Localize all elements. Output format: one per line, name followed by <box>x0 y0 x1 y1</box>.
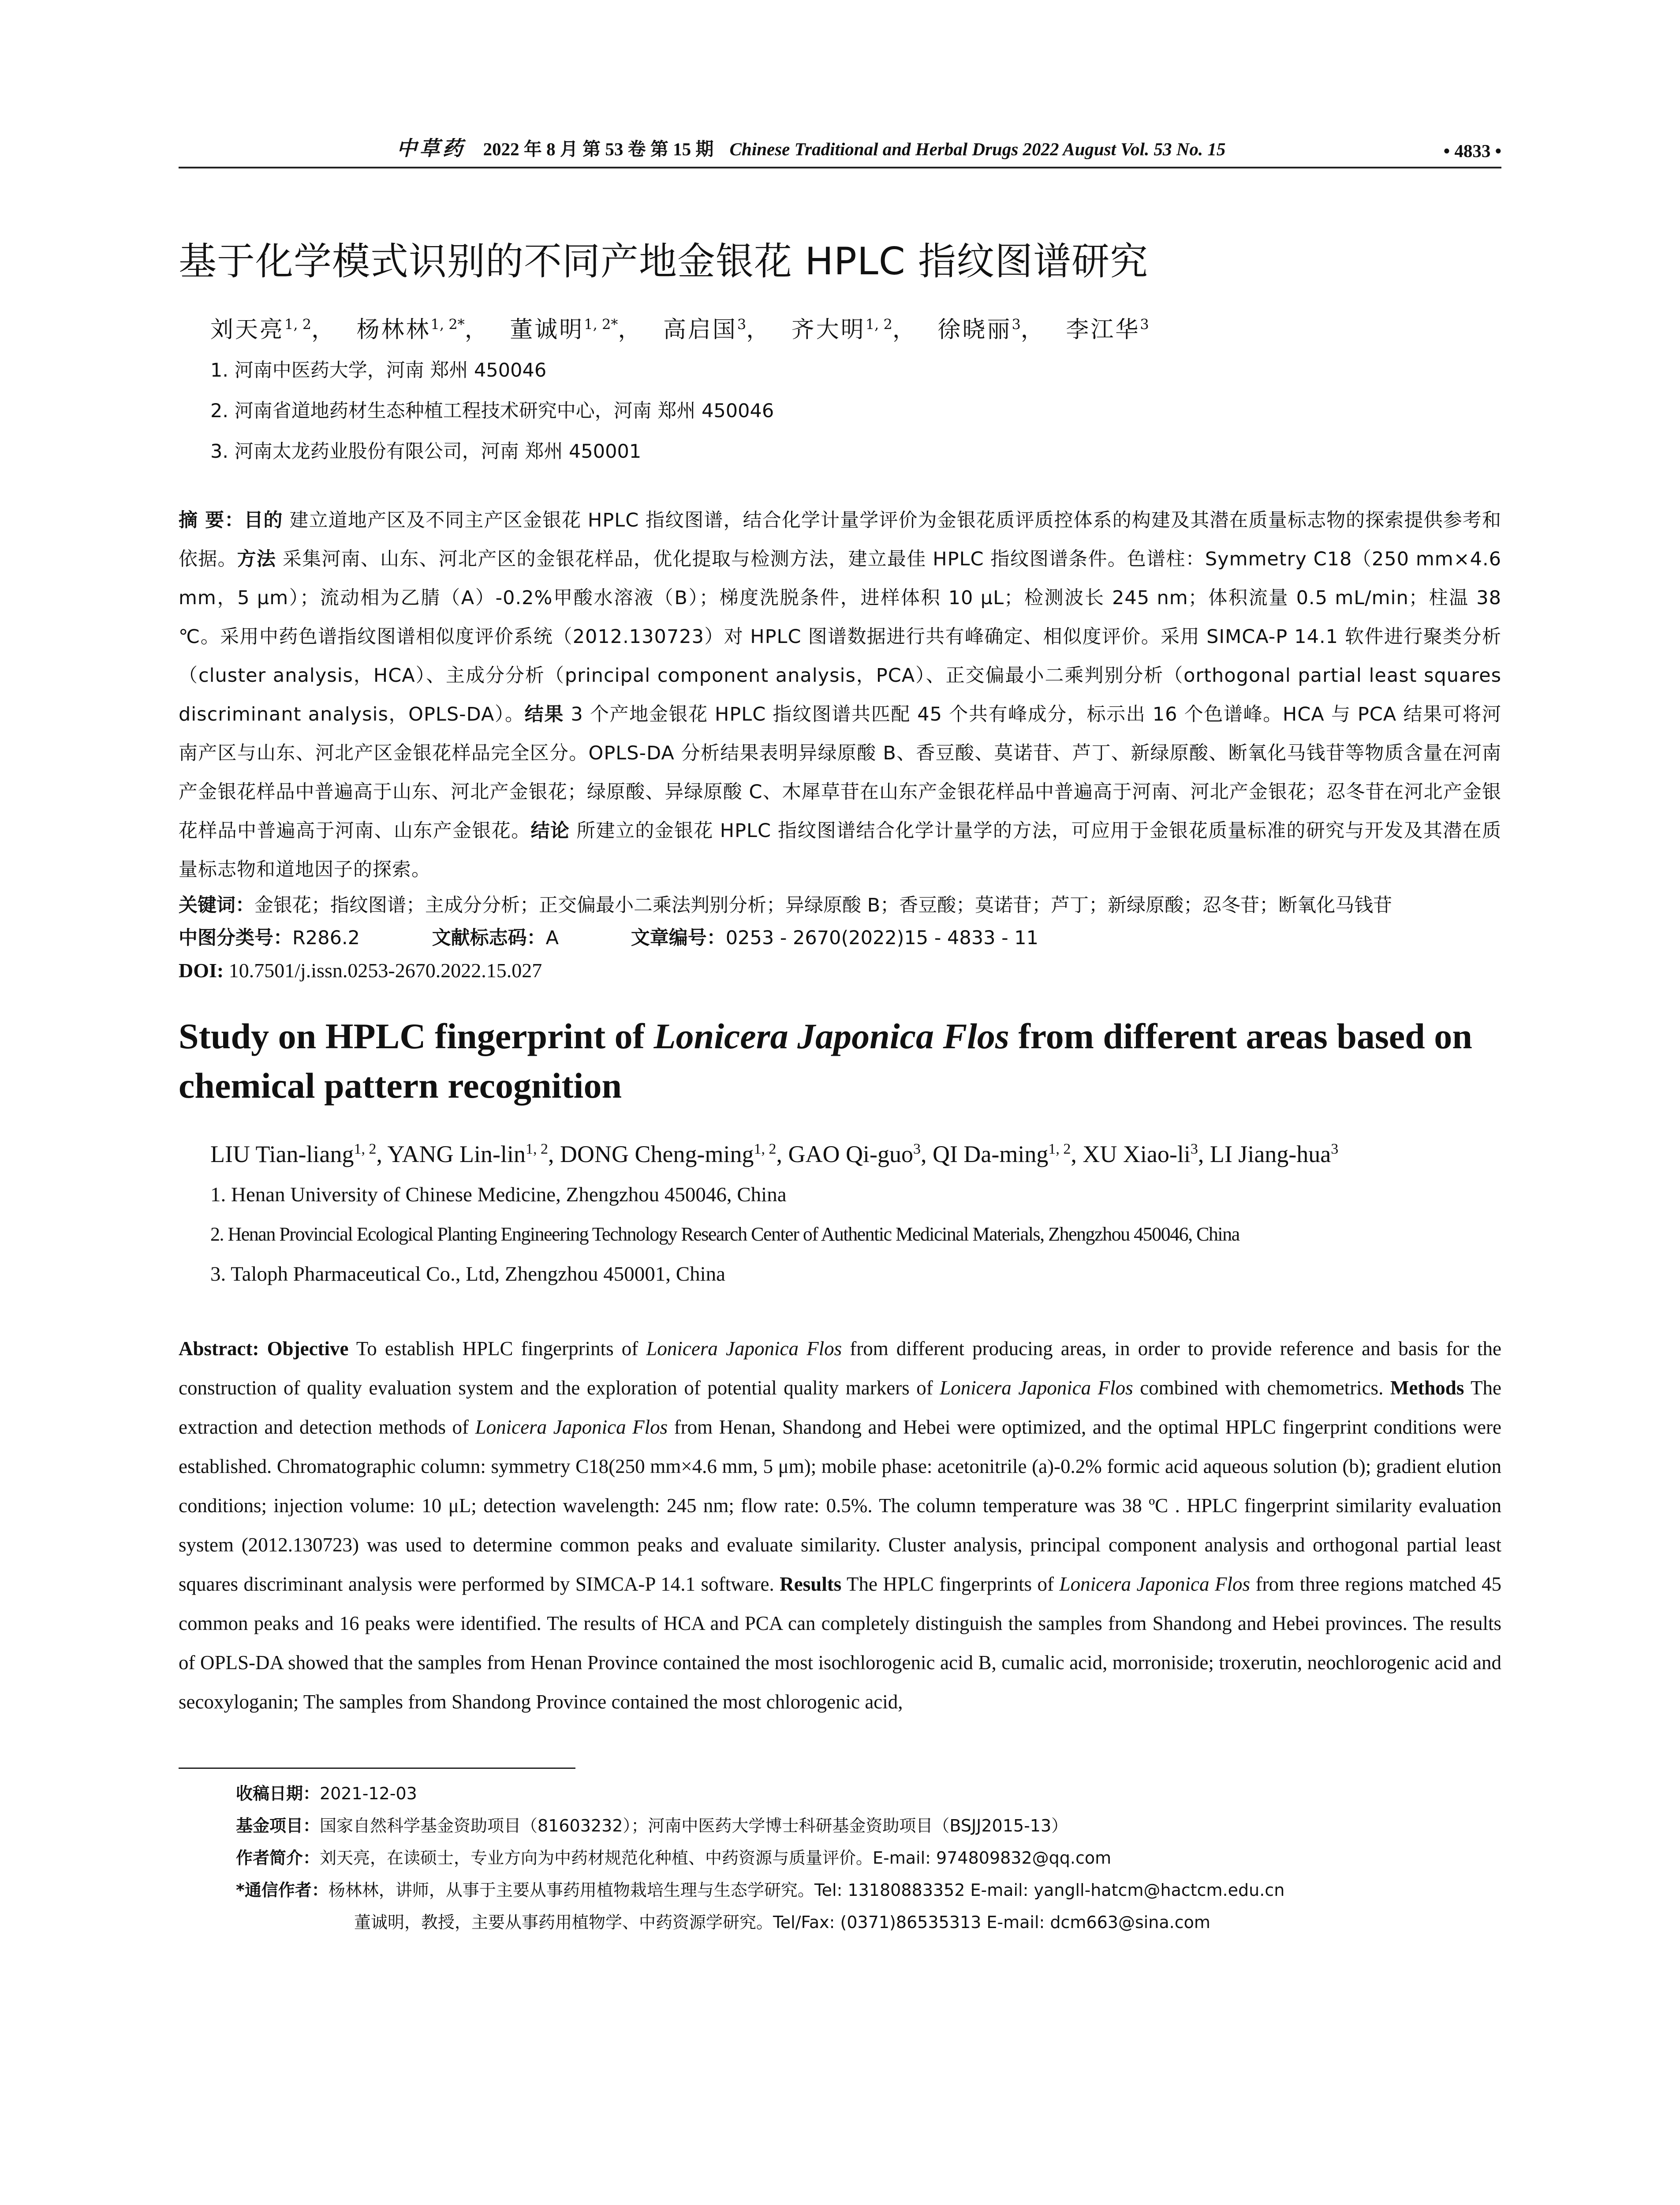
en-author: LIU Tian-liang$^{1, 2}$, <box>210 1141 388 1168</box>
cn-abstract <box>179 501 1501 889</box>
footnote-corresponding-2: 董诚明，教授，主要从事药用植物学、中药资源学研究。Tel/Fax: (0371)86535313 E-mail: dcm663@sina.com <box>354 1913 1210 1932</box>
en-author: DONG Cheng-ming$^{1, 2}$, <box>560 1141 788 1168</box>
en-affiliation: 2. Henan Provincial Ecological Planting Engineering Technology Research Center of Authentic Medicinal Materials, Zhengzhou 450046, China <box>210 1223 1239 1245</box>
header-left <box>179 132 1444 161</box>
cn-author: 齐大明$^{1, 2}$， <box>791 316 917 344</box>
doc-code-value: A <box>545 927 559 949</box>
cn-authors <box>210 311 1501 344</box>
en-author: YANG Lin-lin$^{1, 2}$, <box>387 1141 560 1168</box>
cn-author: 高启国$^3$， <box>663 316 771 344</box>
cn-affiliation: 3. 河南太龙药业股份有限公司，河南 郑州 450001 <box>210 441 642 463</box>
doi-label: DOI: <box>179 959 224 982</box>
page-number: • 4833 • <box>1443 141 1501 161</box>
paper-page <box>179 132 1501 1939</box>
cn-author: 杨林林$^{1, 2*}$， <box>356 316 489 344</box>
cn-author: 李江华$^3$ <box>1066 316 1149 344</box>
keywords-text: 金银花；指纹图谱；主成分分析；正交偏最小二乘法判别分析；异绿原酸 B；香豆酸；莫诺苷；芦丁；新绿原酸；忍冬苷；断氧化马钱苷 <box>254 894 1393 917</box>
en-author: XU Xiao-$li^3$, <box>1083 1141 1210 1168</box>
conclusion-text: 所建立的金银花 HPLC 指纹图谱结合化学计量学的方法，可应用于金银花质量标准的研究与开发及其潜在质量标志物和道地因子的探索。 <box>179 820 1502 881</box>
journal-name-en: Chinese Traditional and Herbal Drugs 2022 August Vol. 53 No. 15 <box>729 139 1226 159</box>
en-author: LI Jiang-hua$^3$ <box>1210 1141 1339 1168</box>
keywords-label: 关键词： <box>179 894 254 917</box>
cn-author: 董诚明$^{1, 2*}$， <box>510 316 643 344</box>
results-text: 3 个产地金银花 HPLC 指纹图谱共匹配 45 个共有峰成分，标示出 16 个色谱峰。HCA 与 PCA 结果可将河南产区与山东、河北产区金银花样品完全区分。OPLS-DA 分析结果表明异绿原酸 B、香豆酸、莫诺苷、芦丁、新绿原酸、断氧化马钱苷等物质含量在河南产金银花样品中普遍高于山东、河北产金银花；绿原酸、异绿原酸 C、木犀草苷在山东产金银花样品中普遍高于河南、河北产金银花；忍冬苷在河北产金银花样品中普遍高于河南、山东产金银花。 <box>179 703 1502 842</box>
cn-affiliation: 1. 河南中医药大学，河南 郑州 450046 <box>210 359 547 382</box>
classification-line <box>179 922 1501 954</box>
methods-label: 方法 <box>237 548 276 571</box>
en-title: Study on HPLC fingerprint of Lonicera Japonica Flos from different areas based on chemical pattern recognition <box>179 1016 1472 1106</box>
cn-keywords <box>179 889 1501 922</box>
running-header <box>179 132 1501 168</box>
footnote-fund: 基金项目：国家自然科学基金资助项目（81603232）；河南中医药大学博士科研基金资助项目（BSJJ2015-13） <box>236 1816 1068 1836</box>
cn-author: 徐晓丽$^3$， <box>937 316 1045 344</box>
objective-text: 建立道地产区及不同主产区金银花 HPLC 指纹图谱，结合化学计量学评价为金银花质评质控体系的构建及其潜在质量标志物的探索提供参考和依据。 <box>179 509 1501 571</box>
conclusion-label: 结论 <box>530 820 570 842</box>
doi-line <box>179 954 1501 987</box>
footnote-received: 收稿日期：2021-12-03 <box>236 1784 417 1804</box>
footnotes <box>236 1778 1501 1939</box>
article-number-value: 0253 - 2670(2022)15 - 4833 - 11 <box>725 927 1039 949</box>
footnote-author-bio: 作者简介：刘天亮，在读硕士，专业方向为中药材规范化种植、中药资源与质量评价。E-mail: 974809832@qq.com <box>236 1848 1112 1868</box>
journal-name-cn: 中草药 <box>396 137 466 160</box>
doc-code-label: 文献标志码： <box>432 927 546 949</box>
objective-label: 目的 <box>244 509 283 532</box>
cn-affiliation: 2. 河南省道地药材生态种植工程技术研究中心，河南 郑州 450046 <box>210 400 774 422</box>
cn-title: 基于化学模式识别的不同产地金银花 HPLC 指纹图谱研究 <box>179 239 1149 284</box>
en-affiliation: 1. Henan University of Chinese Medicine, Zhengzhou 450046, China <box>210 1183 787 1207</box>
en-author: GAO Qi-guo$^3$, <box>788 1141 933 1168</box>
en-affiliation: 3. Taloph Pharmaceutical Co., Ltd, Zhengzhou 450001, China <box>210 1263 726 1286</box>
footnote-corresponding-1: *通信作者：杨林林，讲师，从事于主要从事药用植物栽培生理与生态学研究。Tel: 13180883352 E-mail: yangll-hatcm@hactcm.edu.cn <box>236 1880 1285 1900</box>
results-label: 结果 <box>524 703 564 726</box>
issue-cn: 2022 年 8 月 第 53 卷 第 15 期 <box>483 139 714 159</box>
cn-author: 刘天亮$^{1, 2}$， <box>210 316 336 344</box>
methods-text: 采集河南、山东、河北产区的金银花样品，优化提取与检测方法，建立最佳 HPLC 指纹图谱条件。色谱柱：Symmetry C18（250 mm×4.6 mm，5 μm）；流动相为乙腈（A）-0.2%甲酸水溶液（B）；梯度洗脱条件，进样体积 10 μL；检测波长 245 nm；体积流量 0.5 mL/min；柱温 38 ℃。采用中药色谱指纹图谱相似度评价系统（2012.130723）对 HPLC 图谱数据进行共有峰确定、相似度评价。采用 SIMCA-P 14.1 软件进行聚类分析（cluster analysis，HCA）、主成分分析（principal component analysis，PCA）、正交偏最小二乘判别分析（orthogonal partial least squares discriminant analysis，OPLS-DA）。 <box>179 548 1502 726</box>
en-affiliations <box>210 1175 1501 1294</box>
abstract-label: 摘 要： <box>179 509 244 532</box>
cn-affiliations <box>210 350 1501 472</box>
en-abstract: Abstract: Objective To establish HPLC fingerprints of Lonicera Japonica Flos from different producing areas, in order to provide reference and basis for the construction of quality evaluation system and the exploration of potential quality markers of Lonicera Japonica Flos combined with chemometrics. Methods The extraction and detection methods of Lonicera Japonica Flos from Henan, Shandong and Hebei were optimized, and the optimal HPLC fingerprint conditions were established. Chromatographic column: symmetry C18(250 mm×4.6 mm, 5 μm); mobile phase: acetonitrile (a)-0.2% formic acid aqueous solution (b); gradient elution conditions; injection volume: 10 μL; detection wavelength: 245 nm; flow rate: 0.5%. The column temperature was 38 ºC . HPLC fingerprint similarity evaluation system (2012.130723) was used to determine common peaks and evaluate similarity. Cluster analysis, principal component analysis and orthogonal partial least squares discriminant analysis were performed by SIMCA-P 14.1 software. Results The HPLC fingerprints of Lonicera Japonica Flos from three regions matched 45 common peaks and 16 peaks were identified. The results of HCA and PCA can completely distinguish the samples from Shandong and Hebei provinces. The results of OPLS-DA showed that the samples from Henan Province contained the most isochlorogenic acid B, cumalic acid, morroniside; troxerutin, neochlorogenic acid and secoxyloganin; The samples from Shandong Province contained the most chlorogenic acid, <box>179 1338 1502 1713</box>
class-value: R286.2 <box>292 927 360 949</box>
en-authors <box>210 1140 1501 1168</box>
footnote-divider <box>179 1768 575 1769</box>
article-number-label: 文章编号： <box>631 927 726 949</box>
class-label: 中图分类号： <box>179 927 292 949</box>
en-author: QI Da-ming$^{1, 2}$, <box>932 1141 1083 1168</box>
doi-value[interactable]: 10.7501/j.issn.0253-2670.2022.15.027 <box>224 959 542 982</box>
